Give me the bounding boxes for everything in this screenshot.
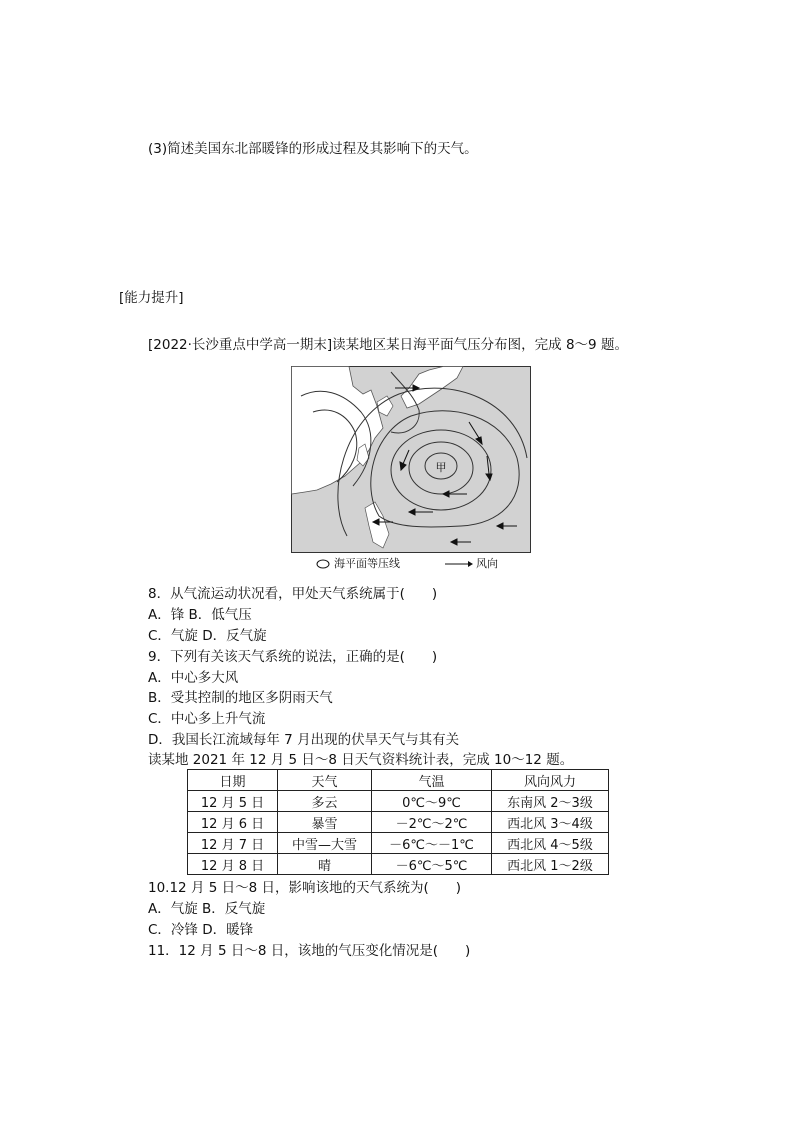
table-cell: 暴雪 — [278, 812, 372, 833]
section-title: [能力提升] — [119, 290, 184, 306]
question-3: (3)简述美国东北部暖锋的形成过程及其影响下的天气。 — [148, 141, 478, 157]
weather-table — [187, 769, 609, 875]
isobar-legend-icon — [316, 559, 330, 569]
table-cell: 晴 — [278, 854, 372, 875]
pressure-map-figure — [291, 366, 531, 554]
table-header: 风向风力 — [492, 770, 609, 791]
table-row — [188, 791, 609, 812]
table-row — [188, 854, 609, 875]
question-10: 10.12 月 5 日～8 日，影响该地的天气系统为( ) — [148, 880, 462, 896]
table-cell: 东南风 2～3级 — [492, 791, 609, 812]
table-cell: 西北风 4～5级 — [492, 833, 609, 854]
table-row — [188, 812, 609, 833]
table-cell: 西北风 3～4级 — [492, 812, 609, 833]
option-line: D．我国长江流域每年 7 月出现的伏旱天气与其有关 — [148, 732, 460, 748]
intro-10-12: 读某地 2021 年 12 月 5 日～8 日天气资料统计表，完成 10～12 题。 — [148, 752, 574, 768]
wind-arrow-legend-icon — [444, 559, 474, 569]
option-line: C．冷锋 D．暖锋 — [148, 922, 254, 938]
question-9: 9．下列有关该天气系统的说法，正确的是( ) — [148, 649, 438, 665]
table-cell: 12 月 6 日 — [188, 812, 278, 833]
option-line: A．中心多大风 — [148, 670, 239, 686]
table-header: 天气 — [278, 770, 372, 791]
table-cell: 0℃～9℃ — [372, 791, 492, 812]
table-header-row — [188, 770, 609, 791]
option-line: B．受其控制的地区多阴雨天气 — [148, 690, 333, 706]
table-cell: 西北风 1～2级 — [492, 854, 609, 875]
table-cell: 多云 — [278, 791, 372, 812]
pressure-map — [291, 366, 531, 574]
table-cell: 12 月 7 日 — [188, 833, 278, 854]
option-line: C．中心多上升气流 — [148, 711, 266, 727]
option-line: A．气旋 B．反气旋 — [148, 901, 266, 917]
table-cell: 12 月 8 日 — [188, 854, 278, 875]
question-8: 8．从气流运动状况看，甲处天气系统属于( ) — [148, 586, 438, 602]
table-cell: 12 月 5 日 — [188, 791, 278, 812]
table-header: 日期 — [188, 770, 278, 791]
legend-isobar-label: 海平面等压线 — [334, 557, 400, 570]
option-line: A．锋 B．低气压 — [148, 607, 252, 623]
center-label: 甲 — [435, 461, 447, 474]
option-line: C．气旋 D．反气旋 — [148, 628, 267, 644]
table-cell: －6℃～－1℃ — [372, 833, 492, 854]
table-cell: 中雪—大雪 — [278, 833, 372, 854]
table-cell: －2℃～2℃ — [372, 812, 492, 833]
table-row — [188, 833, 609, 854]
table-header: 气温 — [372, 770, 492, 791]
table-cell: －6℃～5℃ — [372, 854, 492, 875]
question-11: 11．12 月 5 日～8 日，该地的气压变化情况是( ) — [148, 943, 471, 959]
legend-wind-label: 风向 — [476, 557, 498, 570]
intro-8-9: [2022·长沙重点中学高一期末]读某地区某日海平面气压分布图，完成 8～9 题。 — [148, 337, 628, 353]
